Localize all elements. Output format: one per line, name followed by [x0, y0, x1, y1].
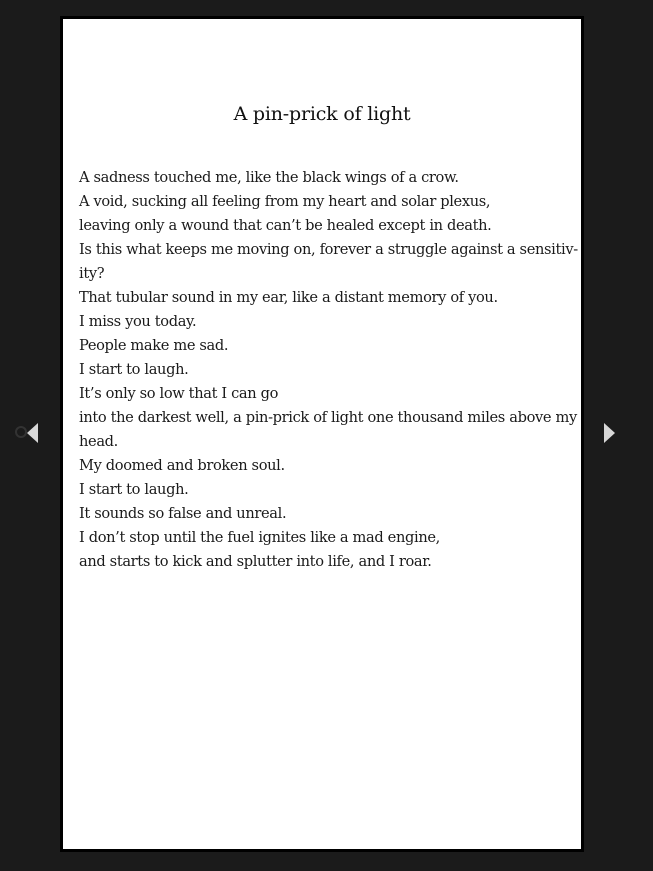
poem-line: It sounds so false and unreal. [79, 505, 287, 522]
book-page [60, 16, 584, 852]
poem-line: head. [79, 433, 118, 450]
poem-line: A void, sucking all feeling from my heart and solar plexus, [79, 193, 491, 210]
poem-title: A pin-prick of light [233, 103, 411, 125]
poem-line: It’s only so low that I can go [79, 385, 279, 402]
loading-ring-icon [15, 426, 27, 438]
poem-line: Is this what keeps me moving on, forever a struggle against a sensitiv- [79, 241, 578, 258]
poem-line: That tubular sound in my ear, like a distant memory of you. [79, 289, 498, 306]
poem-line: I start to laugh. [79, 361, 189, 378]
poem-line: I start to laugh. [79, 481, 189, 498]
poem-line: I miss you today. [79, 313, 197, 330]
poem-line: leaving only a wound that can’t be healed except in death. [79, 217, 492, 234]
triangle-right-icon [604, 423, 615, 443]
poem-body [79, 166, 578, 574]
poem-line: People make me sad. [79, 337, 229, 354]
poem-line: ity? [79, 265, 105, 282]
poem-line: and starts to kick and splutter into life, and I roar. [79, 553, 432, 570]
poem-line: into the darkest well, a pin-prick of light one thousand miles above my [79, 409, 577, 426]
poem-line: A sadness touched me, like the black wings of a crow. [79, 169, 459, 186]
poem-line: My doomed and broken soul. [79, 457, 285, 474]
triangle-left-icon [27, 423, 38, 443]
previous-page-button[interactable] [12, 418, 42, 448]
next-page-button[interactable] [596, 418, 626, 448]
poem-line: I don’t stop until the fuel ignites like a mad engine, [79, 529, 440, 546]
